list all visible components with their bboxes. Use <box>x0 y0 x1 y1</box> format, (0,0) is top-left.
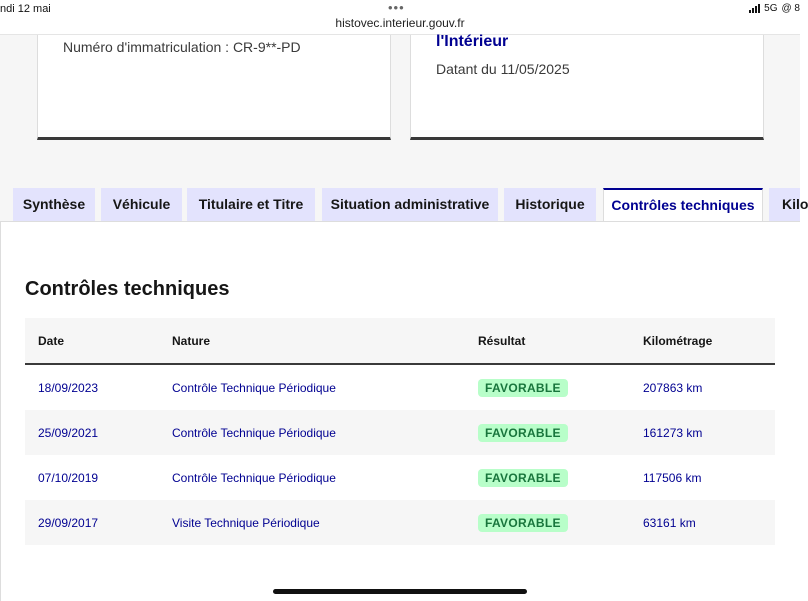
tab-vehicule[interactable]: Véhicule <box>101 188 182 221</box>
row-nature: Visite Technique Périodique <box>172 515 320 530</box>
tab-titulaire[interactable]: Titulaire et Titre <box>187 188 315 221</box>
tab-historique[interactable]: Historique <box>504 188 596 221</box>
result-badge: FAVORABLE <box>478 469 568 487</box>
tab-bar <box>0 188 808 221</box>
table-header <box>25 318 775 365</box>
row-mileage: 161273 km <box>643 425 703 440</box>
table-row <box>25 455 775 500</box>
more-dots-icon[interactable]: ••• <box>388 0 405 15</box>
result-badge: FAVORABLE <box>478 424 568 442</box>
status-date: ndi 12 mai <box>0 3 51 15</box>
row-mileage: 63161 km <box>643 515 696 530</box>
column-header-result: Résultat <box>478 333 526 348</box>
column-header-nature: Nature <box>172 333 211 348</box>
column-header-mileage: Kilométrage <box>643 333 713 348</box>
table-row <box>25 410 775 455</box>
result-badge: FAVORABLE <box>478 514 568 532</box>
signal-icon <box>749 4 760 13</box>
home-indicator[interactable] <box>273 589 527 594</box>
status-bar <box>0 0 800 34</box>
table-row <box>25 500 775 545</box>
row-mileage: 117506 km <box>643 470 702 485</box>
section-title: Contrôles techniques <box>25 278 230 300</box>
row-date: 29/09/2017 <box>38 515 99 530</box>
address-url[interactable]: histovec.interieur.gouv.fr <box>335 16 465 30</box>
row-nature: Contrôle Technique Périodique <box>172 470 336 485</box>
inspections-table <box>25 318 775 545</box>
status-indicators <box>749 3 800 14</box>
result-badge: FAVORABLE <box>478 379 568 397</box>
table-row <box>25 365 775 410</box>
tab-situation-administrative[interactable]: Situation administrative <box>322 188 498 221</box>
tab-synthese[interactable]: Synthèse <box>13 188 95 221</box>
row-date: 25/09/2021 <box>38 425 99 440</box>
registration-number: Numéro d'immatriculation : CR-9**-PD <box>63 39 301 55</box>
row-nature: Contrôle Technique Périodique <box>172 380 336 395</box>
network-label: 5G <box>764 3 778 14</box>
tab-kilometrage[interactable]: Kilo <box>769 188 800 221</box>
column-header-date: Date <box>38 333 65 348</box>
source-card <box>410 35 764 140</box>
row-date: 07/10/2019 <box>38 470 99 485</box>
registration-card <box>37 35 391 140</box>
tab-controles-techniques[interactable]: Contrôles techniques <box>603 188 763 222</box>
source-title: l'Intérieur <box>436 33 509 50</box>
row-mileage: 207863 km <box>643 380 703 395</box>
report-date: Datant du 11/05/2025 <box>436 61 570 77</box>
row-date: 18/09/2023 <box>38 380 99 395</box>
status-extra: @ 8 <box>781 3 800 14</box>
row-nature: Contrôle Technique Périodique <box>172 425 336 440</box>
